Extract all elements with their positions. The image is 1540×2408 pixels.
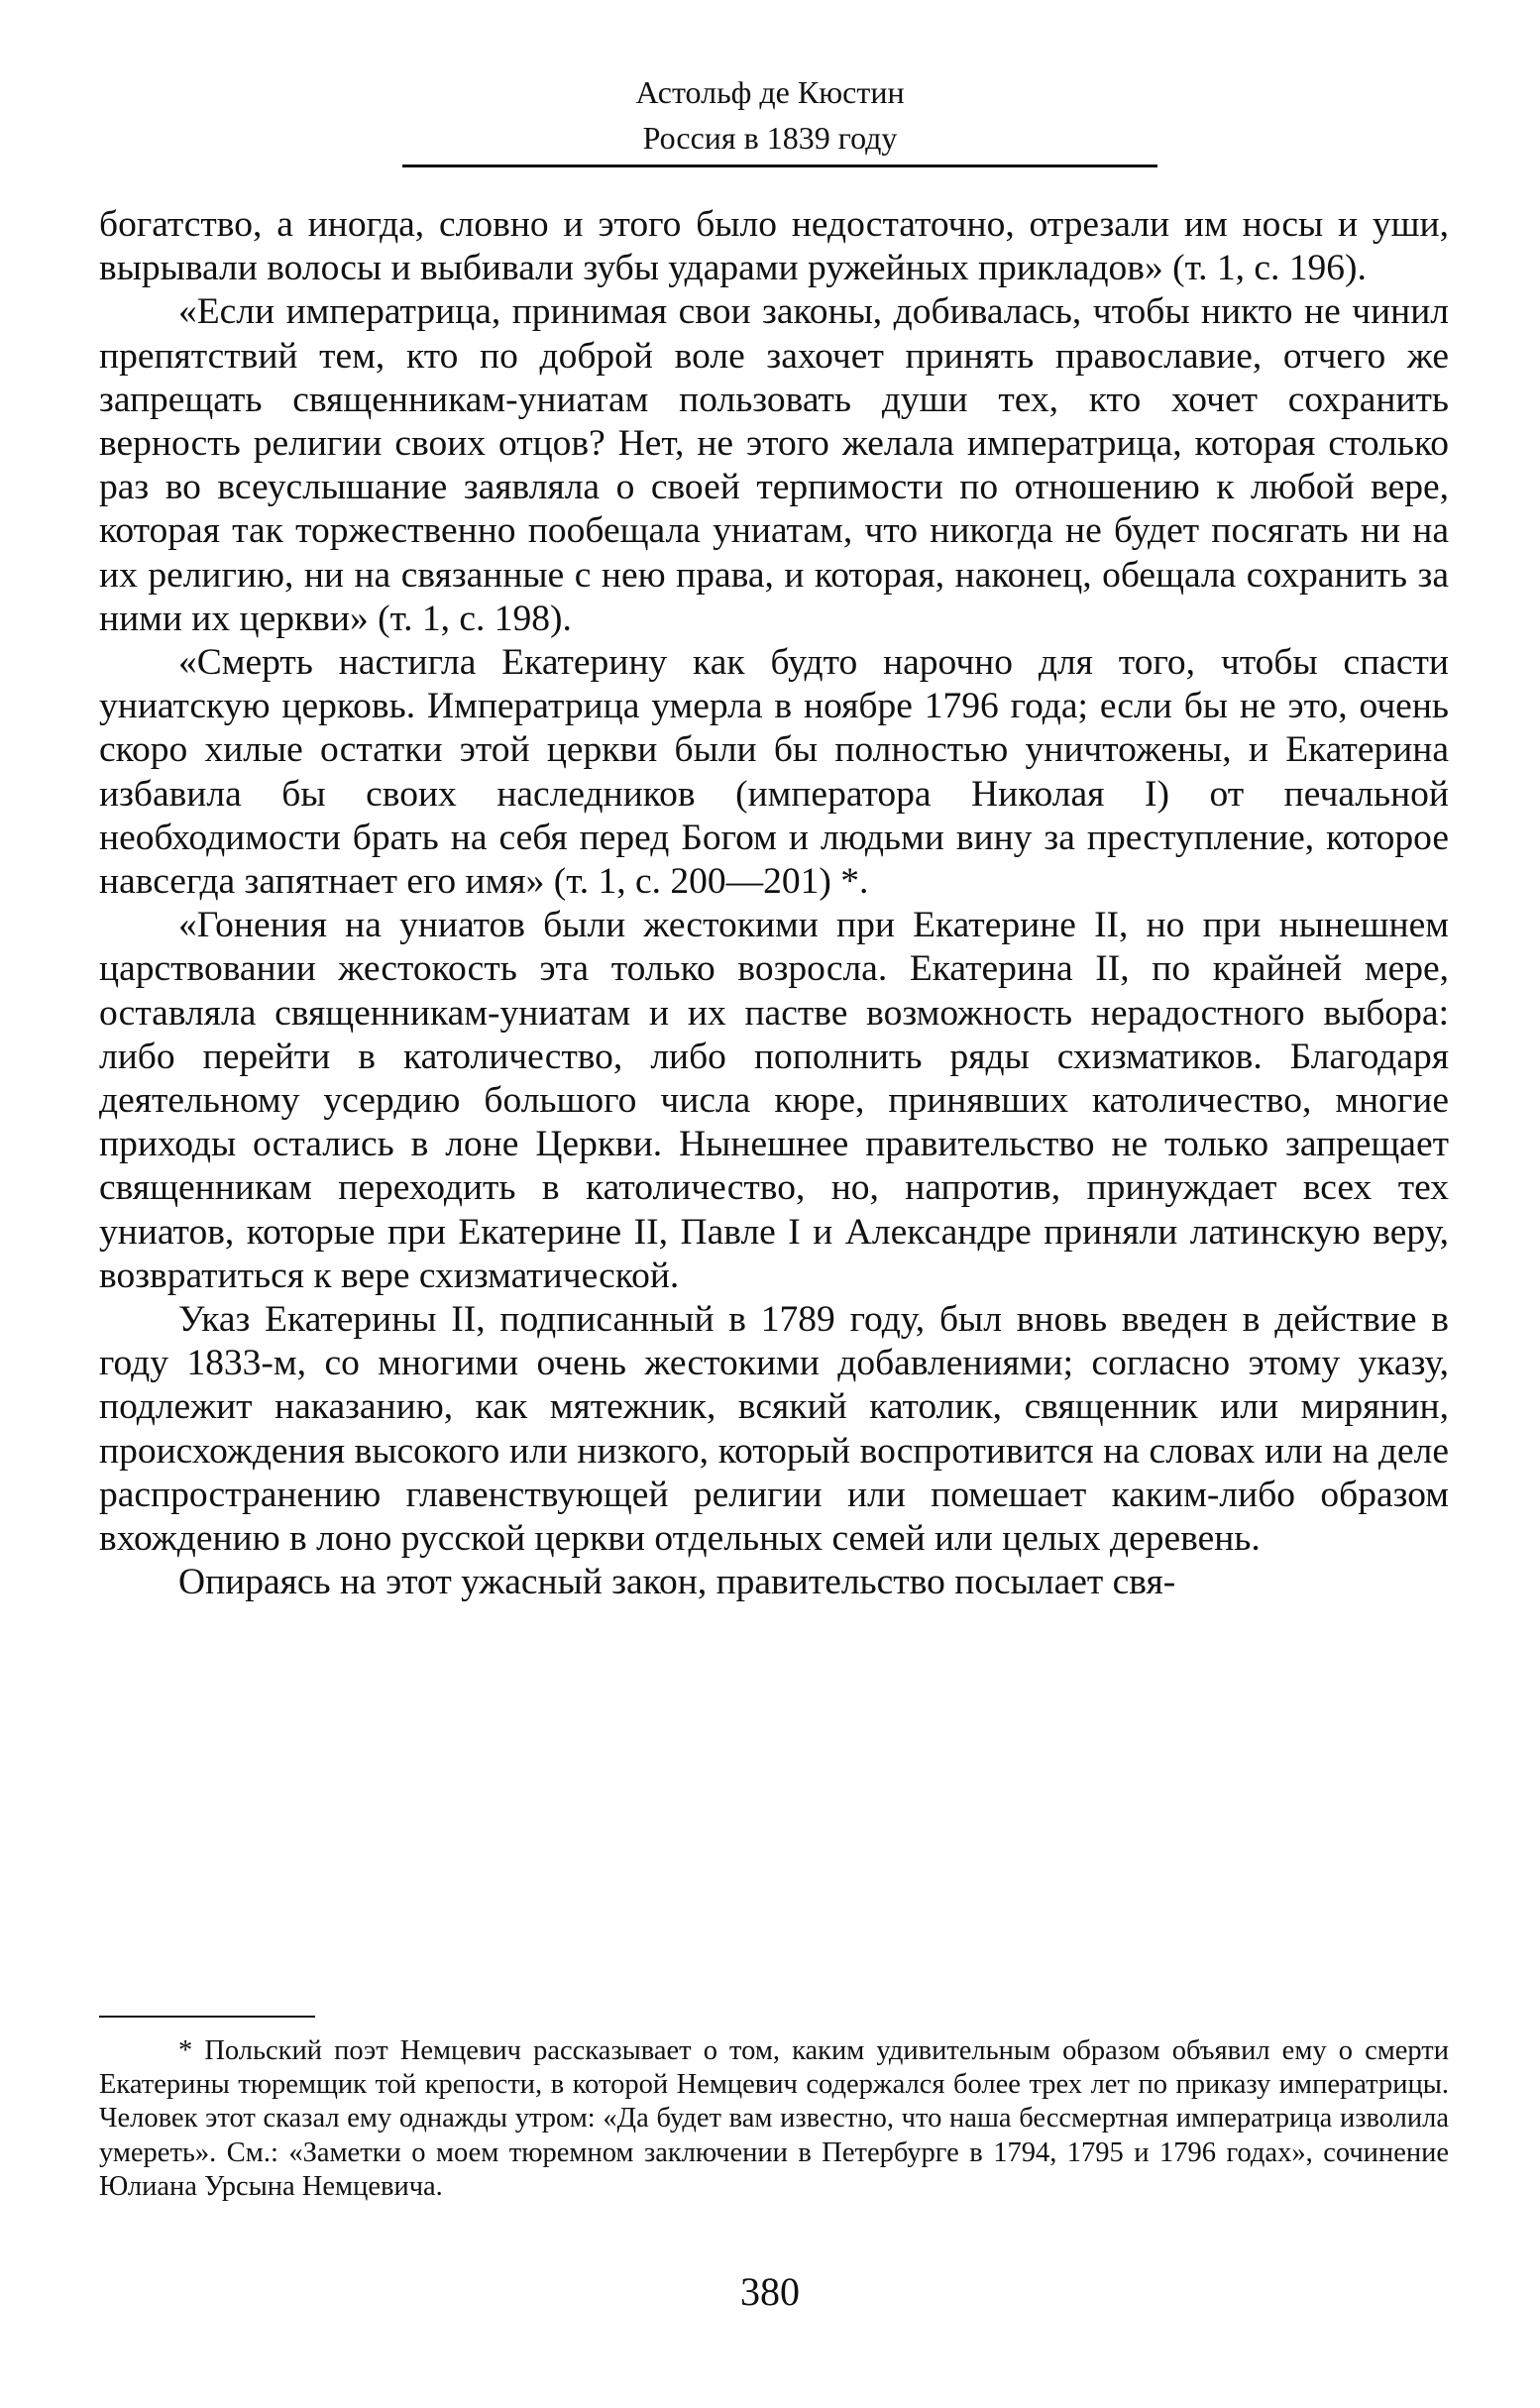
paragraph-4: «Гонения на униатов были жестокими при Екатерине II, но при нынешнем царствовании жестокость эта только возросла. Екатерина II, по крайней мере, оставляла священникам-униатам и их пастве возможность нерадостного выбора: либо перейти в католичество, либо пополнить ряды схизматиков. Благодаря деятельному усердию большого числа кюре, принявших католичество, многие приходы остались в лоне Церкви. Нынешнее правительство не только запрещает священникам переходить в католичество, но, напротив, принуждает всех тех униатов, которые при Екатерине II, Павле I и Александре приняли латинскую веру, возвратиться к вере схизматической. xyxy=(99,905,1449,1296)
footnote: * Польский поэт Немцевич рассказывает о том, каким удивительным образом объявил ему о смерти Екатерины тюремщик той крепости, в которой Немцевич содержался более трех лет по приказу императрицы. Человек этот сказал ему однажды утром: «Да будет вам известно, что наша бессмертная императрица изволила умереть». См.: «Заметки о моем тюремном заключении в Петербурге в 1794, 1795 и 1796 годах», сочинение Юлиана Урсына Немцевича. xyxy=(99,2035,1449,2202)
paragraph-5: Указ Екатерины II, подписанный в 1789 году, был вновь введен в действие в году 1833-м, со многими очень жестокими добавлениями; согласно этому указу, подлежит наказанию, как мятежник, всякий католик, священник или мирянин, происхождения высокого или низкого, который воспротивится на словах или на деле распространению главенствующей религии или помешает каким-либо образом вхождению в лоно русской церкви отдельных семей или целых деревень. xyxy=(99,1299,1449,1560)
paragraph-2: «Если императрица, принимая свои законы, добивалась, чтобы никто не чинил препятствий тем, кто по доброй воле захочет принять православие, отчего же запрещать священникам-униатам пользовать души тех, кто хочет сохранить верность религии своих отцов? Нет, не этого желала императрица, которая столько раз во всеуслышание заявляла о своей терпимости по отношению к любой вере, которая так торжественно пообещала униатам, что никогда не будет посягать ни на их религию, ни на связанные с нею права, и которая, наконец, обещала сохранить за ними их церкви» (т. 1, с. 198). xyxy=(99,291,1449,639)
paragraph-1: богатство, а иногда, словно и этого было недостаточно, отрезали им носы и уши, вырывали волосы и выбивали зубы ударами ружейных прикладов» (т. 1, с. 196). xyxy=(99,204,1449,289)
header-rule xyxy=(402,164,1157,167)
body-text xyxy=(99,203,1449,1605)
running-head-author: Астольф де Кюстин xyxy=(635,74,905,110)
running-head xyxy=(0,69,1540,161)
paragraph-3: «Смерть настигла Екатерину как будто нарочно для того, чтобы спасти униатскую церковь. Императрица умерла в ноябре 1796 года; если бы не это, очень скоро хилые остатки этой церкви были бы полностью уничтожены, и Екатерина избавила бы своих наследников (императора Николая I) от печальной необходимости брать на себя перед Богом и людьми вину за преступление, которое навсегда запятнает его имя» (т. 1, с. 200—201) *. xyxy=(99,642,1449,903)
paragraph-6: Опираясь на этот ужасный закон, правительство посылает свя- xyxy=(178,1562,1176,1603)
footnote-rule xyxy=(99,2016,315,2018)
running-head-title: Россия в 1839 году xyxy=(642,120,898,156)
page-number: 380 xyxy=(740,2269,800,2314)
